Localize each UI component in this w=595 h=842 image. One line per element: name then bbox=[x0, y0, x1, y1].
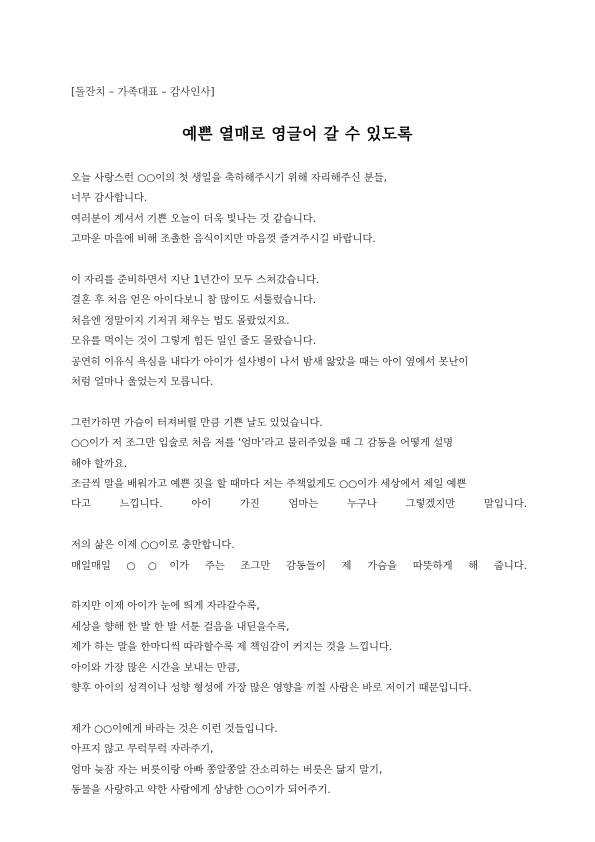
paragraph bbox=[71, 535, 527, 576]
text-line: 그런가하면 가슴이 터져버릴 만큼 기쁜 날도 있었습니다. bbox=[71, 416, 323, 429]
text-line: 하지만 이제 아이가 눈에 띄게 자라갈수록, bbox=[71, 600, 260, 613]
paragraph bbox=[71, 168, 527, 250]
text-line: 이 자리를 준비하면서 지난 1년간이 모두 스쳐갔습니다. bbox=[71, 274, 320, 287]
text-line: ○○이가 저 조그만 입술로 처음 저를 ‘엄마’라고 불러주었을 때 그 감동을 어떻게 설명 bbox=[71, 437, 454, 450]
text-line: 다고 느낍니다. 아이 가진 엄마는 누구나 그렇겠지만 말입니다. bbox=[71, 498, 527, 511]
text-line: 저의 삶은 이제 ○○이로 충만합니다. bbox=[71, 539, 235, 552]
document-header: [돌잔치 – 가족대표 – 감사인사] bbox=[71, 86, 215, 98]
text-line: 여러분이 계셔서 기쁜 오늘이 더욱 빛나는 것 같습니다. bbox=[71, 212, 317, 225]
document-title: 예쁜 열매로 영글어 갈 수 있도록 bbox=[182, 125, 413, 143]
paragraph bbox=[71, 719, 527, 801]
text-line: 제가 하는 말을 한마디씩 따라할수록 제 책임감이 커지는 것을 느낍니다. bbox=[71, 641, 393, 654]
text-line: 제가 ○○이에게 바라는 것은 이런 것들입니다. bbox=[71, 722, 278, 735]
text-line: 너무 감사합니다. bbox=[71, 192, 148, 205]
paragraph bbox=[71, 413, 527, 515]
text-line: 해야 할까요. bbox=[71, 457, 128, 470]
text-line: 매일매일 ○○이가 주는 조그만 감동들이 제 가슴을 따뜻하게 해 줍니다. bbox=[71, 559, 527, 572]
text-line: 모유를 먹이는 것이 그렇게 힘든 일인 줄도 몰랐습니다. bbox=[71, 335, 317, 348]
document-body bbox=[71, 168, 527, 821]
text-line: 오늘 사랑스런 ○○이의 첫 생일을 축하해주시기 위해 자리해주신 분들, bbox=[71, 172, 387, 184]
text-line: 조금씩 말을 배워가고 예쁜 짓을 할 때마다 저는 주책없게도 ○○이가 세상에서 제일 예쁜 bbox=[71, 478, 467, 491]
text-line: 처음엔 정말이지 기저귀 채우는 법도 몰랐었지요. bbox=[71, 314, 290, 327]
text-line: 고마운 마음에 비해 조촐한 음식이지만 마음껏 즐겨주시길 바랍니다. bbox=[71, 233, 376, 246]
text-line: 세상을 향해 한 발 한 발 서툰 걸음을 내딛을수록, bbox=[71, 620, 290, 633]
text-line: 결혼 후 처음 얻은 아이다보니 참 많이도 서툴렀습니다. bbox=[71, 294, 317, 307]
text-line: 처럼 얼마나 울었는지 모릅니다. bbox=[71, 376, 214, 389]
text-line: 아프지 않고 무럭무럭 자라주기, bbox=[71, 743, 214, 756]
text-line: 아이와 가장 많은 시간을 보내는 만큼, bbox=[71, 661, 240, 674]
paragraph bbox=[71, 270, 527, 392]
text-line: 엄마 늦잠 자는 버릇이랑 아빠 쫑알쫑알 잔소리하는 버릇은 닮지 말기, bbox=[71, 763, 383, 776]
paragraph bbox=[71, 596, 527, 698]
text-line: 동물을 사랑하고 약한 사람에게 상냥한 ○○이가 되어주기. bbox=[71, 784, 331, 797]
text-line: 공연히 이유식 욕심을 내다가 아이가 설사병이 나서 밤새 앓았을 때는 아이 옆에서 못난이 bbox=[71, 355, 469, 368]
text-line: 향후 아이의 성격이나 성향 형성에 가장 많은 영향을 끼칠 사람은 바로 저이기 때문입니다. bbox=[71, 682, 472, 695]
